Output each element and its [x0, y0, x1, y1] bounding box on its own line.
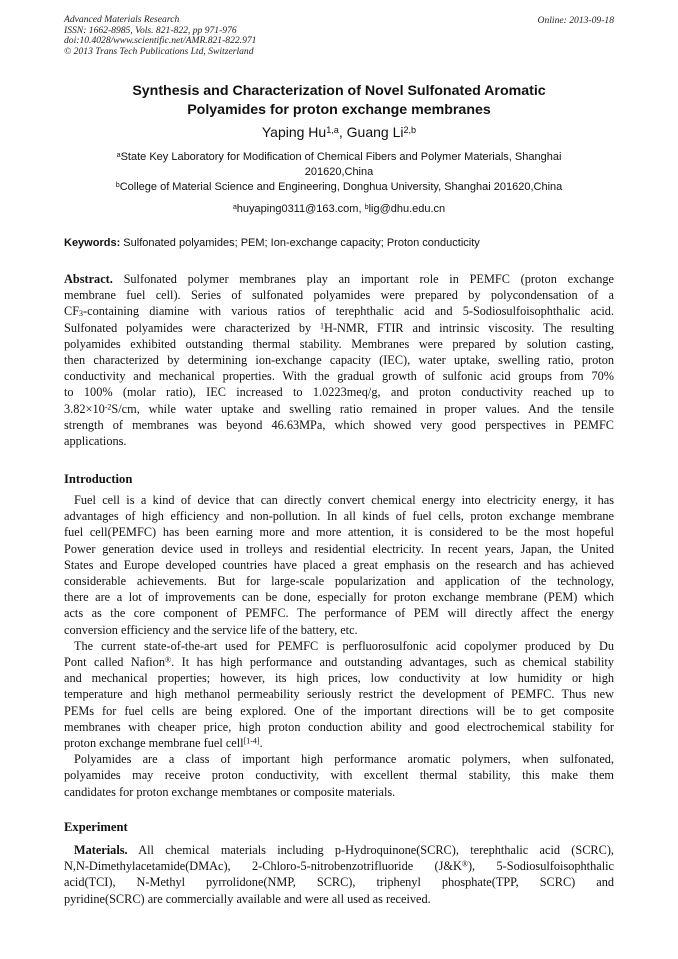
experiment-body [64, 842, 614, 907]
affiliation-a-line-2: 201620,China [304, 166, 374, 178]
keywords [64, 237, 480, 249]
affiliation-b [40, 180, 638, 195]
introduction-body [64, 492, 614, 800]
affiliation-a [40, 150, 638, 180]
affiliation-b-line: College of Material Science and Engineering, Donghua University, Shanghai 201620,China [119, 181, 563, 193]
affiliation-a-line-1: State Key Laboratory for Modification of Chemical Fibers and Polymer Materials, Shanghai [120, 151, 562, 163]
abstract-text: -containing diamine with various ratios of terephthalic acid and 5-Sodiosulfoisophthalic acid. [83, 304, 614, 319]
intro-line: candidates for proton exchange membtanes or composite materials. [64, 784, 396, 799]
abstract-line: Sulfonated polymer membranes play an important role in PEMFC (proton exchange [112, 272, 614, 286]
journal-name: Advanced Materials Research [64, 14, 180, 25]
subscript: 3 [79, 309, 84, 319]
affiliation-b-mark: b [115, 180, 120, 189]
intro-line: Fuel cell is a kind of device that can directly convert chemical energy into electricity energy, it has [74, 493, 614, 507]
abstract-text: Sulfonated polyamides were characterized by [64, 320, 321, 335]
email-a: huyaping0311@163.com, [236, 203, 365, 215]
experiment-line: pyridine(SCRC) are commercially available and were all used as received. [64, 891, 431, 906]
intro-line: Power generation device used in trolleys and residential electricity. In recent years, Japan, the United [64, 541, 614, 556]
author-2-marks: 2,b [403, 124, 417, 135]
copyright: © 2013 Trans Tech Publications Ltd, Switzerland [64, 45, 254, 57]
intro-line: States and Europe developed countries have placed a great emphasis on the research and has achieved [64, 557, 614, 572]
abstract-label: Abstract. [64, 272, 113, 286]
experiment-line: acid(TCI), N-Methyl pyrrolidone(NMP, SCRC), triphenyl phosphate(TPP, SCRC) and [64, 875, 614, 890]
introduction-heading: Introduction [64, 472, 133, 486]
experiment-text: All chemical materials including p-Hydroquinone(SCRC), terephthalic acid (SCRC), [127, 843, 614, 857]
intro-line: there are a lot of improvements can be done, especially for proton exchange membrane (PEM) which [64, 590, 614, 605]
intro-line: and mechanical properties; however, its high prices, low conductivity at low humidity or high [64, 671, 614, 686]
intro-line: advantages of high efficiency and non-pollution. In all kinds of fuel cells, proton exchange membrane [64, 509, 614, 524]
abstract-text: CF [64, 304, 80, 319]
abstract [64, 271, 614, 449]
email-b: lig@dhu.edu.cn [368, 203, 446, 215]
intro-line: fuel cell(PEMFC) has been earning more and more attention, it is considered to be the most hopeful [64, 525, 614, 540]
intro-line: Polyamides are a class of important high performance aromatic polymers, when sulfonated, [74, 752, 614, 767]
intro-line: The current state-of-the-art used for PEMFC is perfluorosulfonic acid copolymer produced by Du [74, 638, 614, 653]
intro-line: membranes with cheaper price, high proton conduction ability and good electrochemical stability for [64, 719, 614, 734]
intro-line: polyamides may receive proton conductivity, with excellent thermal stability, this make them [64, 768, 614, 783]
intro-text: proton exchange membrane fuel cell [64, 736, 244, 751]
author-2: Guang Li [346, 124, 404, 140]
intro-line: conversion efficiency and the service life of the battery, etc. [64, 622, 358, 637]
intro-line: PEMs for fuel cells are being explored. One of the important directions will be to get composite [64, 703, 614, 718]
author-1-marks: 1,a [326, 124, 339, 135]
materials-label: Materials. [74, 843, 128, 857]
email-b-mark: b [364, 202, 369, 211]
affiliation-a-mark: a [116, 150, 121, 159]
author-1: Yaping Hu [261, 124, 327, 140]
intro-text: . It has high performance and outstanding advantages, such as chemical stability [171, 655, 614, 670]
intro-line: acts as the core component of PEMFC. The performance of PEM will directly affect the energy [64, 606, 614, 621]
abstract-text: H-NMR, FTIR and intrinsic viscosity. The resulting [324, 320, 614, 335]
title-line-1: Synthesis and Characterization of Novel Sulfonated Aromatic [132, 83, 546, 99]
abstract-line: applications. [64, 434, 127, 449]
keywords-label: Keywords: [64, 237, 121, 249]
superscript: ® [461, 859, 468, 869]
abstract-line: conductivity and mechanical properties. With the gradual growth of sulfonic acid groups from 70% [64, 369, 614, 384]
intro-text: Pont called Nafion [64, 655, 166, 670]
abstract-text: S/cm, while water uptake and swelling ratio remained in proper values. And the tensile [111, 401, 614, 416]
abstract-line: strength of membranes was beyond 46.63MPa, which showed very good perspectives in PEMFC [64, 417, 614, 432]
author-list [40, 124, 638, 140]
experiment-heading: Experiment [64, 820, 128, 834]
experiment-text: N,N-Dimethylacetamide(DMAc), 2-Chloro-5-nitrobenzotrifluoride (J&K [64, 859, 462, 874]
abstract-line: polyamides exhibited outstanding thermal stability. Membranes were prepared by solution casting, [64, 336, 614, 351]
author-separator: , [338, 124, 347, 140]
abstract-line: then characterized by determining ion-exchange capacity (IEC), water uptake, swelling ratio, proton [64, 353, 614, 368]
keywords-text: Sulfonated polyamides; PEM; Ion-exchange capacity; Proton conducticity [120, 237, 480, 249]
intro-line: temperature and high methanol permeability seriously restrict the development of PEMFC. Thus new [64, 687, 614, 702]
paper-title [40, 82, 638, 120]
online-date: Online: 2013-09-18 [537, 15, 614, 26]
citation-marker: [1-4] [243, 736, 260, 746]
abstract-text: 3.82×10 [64, 401, 105, 416]
superscript: -2 [104, 402, 112, 412]
title-line-2: Polyamides for proton exchange membranes [187, 102, 491, 118]
doi: doi:10.4028/www.scientific.net/AMR.821-822.971 [64, 35, 257, 47]
experiment-text: ), 5-Sodiosulfoisophthalic [467, 859, 614, 874]
issn: ISSN: 1662-8985, Vols. 821-822, pp 971-976 [64, 24, 237, 36]
author-emails [40, 202, 638, 217]
abstract-line: membrane fuel cell). Series of sulfonated polyamides were prepared by polycondensation of a [64, 288, 614, 303]
abstract-line: to 100% (molar ratio), IEC increased to 1.0223meq/g, and proton conductivity reached up to [64, 385, 614, 400]
superscript: 1 [320, 321, 325, 331]
superscript: ® [165, 655, 172, 665]
intro-line: considerable achievements. But for large-scale popularization and application of the technology, [64, 574, 614, 589]
email-a-mark: a [232, 202, 237, 211]
intro-text: . [259, 736, 263, 751]
journal-header [64, 15, 256, 57]
